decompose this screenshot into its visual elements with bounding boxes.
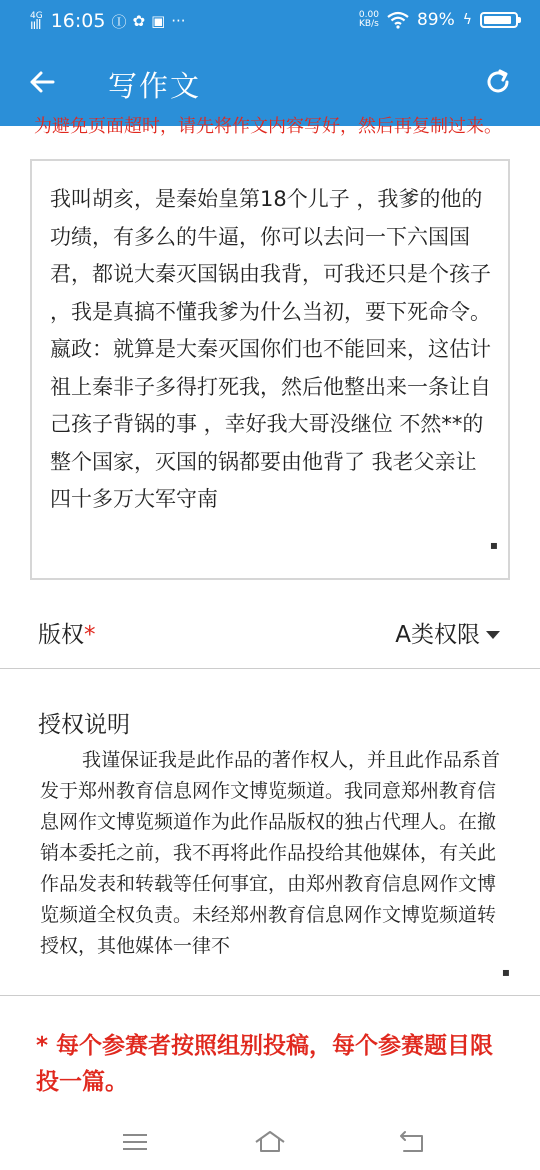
notice-text: 为避免页面超时，请先将作文内容写好，然后再复制过来。 [34, 116, 502, 137]
required-mark: * [84, 622, 96, 648]
wifi-icon [387, 11, 409, 29]
resize-handle[interactable]: ▪ [489, 538, 498, 552]
system-nav-bar [0, 1118, 540, 1170]
divider [0, 995, 540, 996]
status-right [359, 10, 518, 30]
menu-icon[interactable] [118, 1126, 152, 1156]
battery-level [484, 16, 511, 24]
copyright-label [38, 616, 96, 649]
submission-rule-note: * 每个参赛者按照组别投稿，每个参赛题目限投一篇。 [36, 1033, 494, 1095]
authorization-title: 授权说明 [38, 712, 130, 738]
copyright-label-text: 版权 [38, 622, 84, 648]
net-speed [359, 11, 379, 29]
clock: 16:05 [50, 10, 106, 32]
timeout-notice [0, 112, 540, 136]
authorization-text: 我谨保证我是此作品的著作权人，并且此作品系首发于郑州教育信息网作文博览频道。我同意郑州教育信息网作文博览频道作为此作品版权的独占代理人。在撤销本委托之前，我不再将此作品投给其他媒体，有关此作品发表和转载等任何事宜，由郑州教育信息网作文博览频道全权负责。未经郑州教育信息网作文博览频道转授权，其他媒体一律不 [40, 749, 501, 957]
page-title: 写作文 [108, 69, 202, 103]
net-speed-value: 0.00 [358, 10, 379, 20]
refresh-icon[interactable] [484, 68, 512, 96]
essay-content[interactable]: 我叫胡亥，是秦始皇第18个儿子 ，我爹的他的功绩，有多么的牛逼，你可以去问一下六国国君，都说大秦灭国锅由我背，可我还只是个孩子 ，我是真搞不懂我爹为什么当初，要下死命令。 嬴政：就算是大秦灭国你们也不能回来，这估计 祖上秦非子多得打死我，然后他整出来一条让自己孩子背锅的事 ，幸好我大哥没继位 不然**的整个国家，灭国的锅都要由他背了 我老父亲让四十多万大军守南 [50, 187, 491, 511]
home-icon[interactable] [253, 1126, 287, 1156]
copyright-selected-value: A类权限 [395, 622, 480, 648]
copyright-select[interactable] [395, 616, 500, 649]
net-speed-unit: KB/s [359, 19, 379, 29]
battery-icon [480, 12, 518, 28]
face-icon: ▣ [151, 12, 166, 30]
fan-icon: ✿ [132, 12, 146, 30]
scroll-indicator: ▪ [501, 965, 510, 979]
more-icon: ··· [171, 12, 186, 30]
wechat-icon: Ⓘ [111, 12, 127, 31]
network-type: 4G [30, 11, 43, 21]
charging-icon: ϟ [462, 12, 472, 28]
status-bar [0, 0, 540, 42]
back-arrow-icon[interactable] [28, 68, 56, 96]
dropdown-caret-icon [486, 631, 500, 639]
back-nav-icon[interactable] [395, 1126, 429, 1156]
signal-icon: 4G ııll [30, 11, 43, 33]
battery-percent: 89% [416, 10, 455, 30]
essay-textarea[interactable] [30, 159, 510, 580]
status-left [30, 10, 186, 32]
copyright-row [0, 596, 540, 669]
